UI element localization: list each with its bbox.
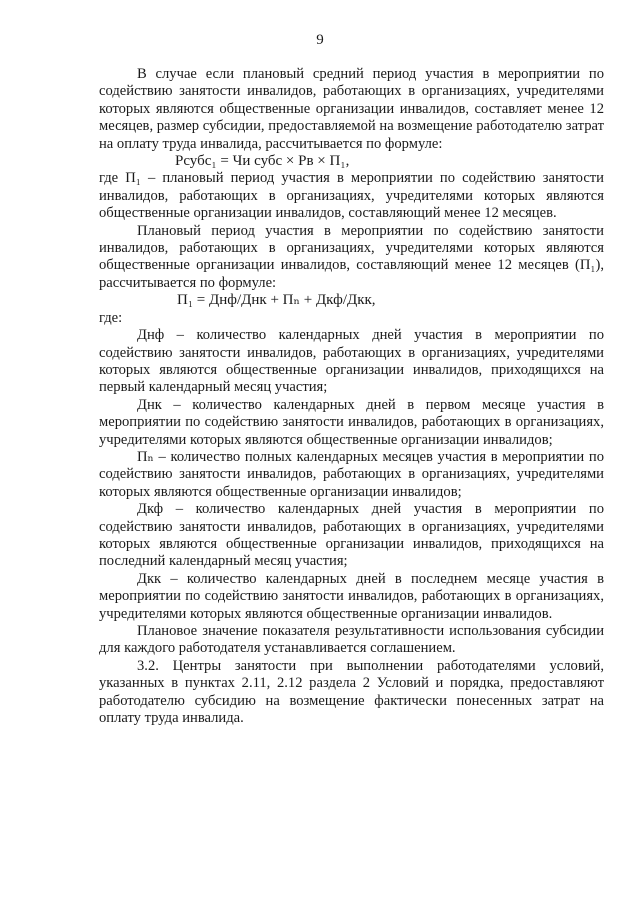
- where-label: где:: [99, 309, 123, 326]
- formula-subsidy: Рсубс₁ = Чи субс × Рв × П₁,: [175, 153, 350, 170]
- definition-dkf: Дкф – количество календарных дней участия в мероприятии по содействию занятости инвалидов, работающих в организациях, учредителями которых являются общественные организации инвалидов, приходящихся на последний календарный месяц участия;: [99, 501, 604, 570]
- definition-dnf: Днф – количество календарных дней участия в мероприятии по содействию занятости инвалидов, работающих в организациях, учредителями которых являются общественные организации инвалидов, приходящихся на первый календарный месяц участия;: [99, 327, 604, 396]
- paragraph-indicator: Плановое значение показателя результативности использования субсидии для каждого работодателя устанавливается соглашением.: [99, 623, 604, 657]
- paragraph-planned-period: Плановый период участия в мероприятии по содействию занятости инвалидов, работающих в организациях, учредителями которых являются общественные организации инвалидов, составляющий менее 12 месяцев (П₁), рассчитывается по формуле:: [99, 222, 604, 291]
- paragraph-p1-definition: где П₁ – плановый период участия в мероприятии по содействию занятости инвалидов, работающих в организациях, учредителями которых являются общественные организации инвалидов, составляющий менее 12 месяцев.: [99, 170, 604, 222]
- page-number: 9: [316, 32, 324, 48]
- definition-dkk: Дкк – количество календарных дней в последнем месяце участия в мероприятии по содействию занятости инвалидов, работающих в организациях, учредителями которых являются общественные организации инвалидов.: [99, 570, 604, 622]
- document-body: [99, 66, 604, 727]
- definition-dnk: Днк – количество календарных дней в первом месяце участия в мероприятии по содействию занятости инвалидов, работающих в организациях, учредителями которых являются общественные организации инвалидов;: [99, 396, 604, 448]
- definition-pn: Пₙ – количество полных календарных месяцев участия в мероприятии по содействию занятости инвалидов, работающих в организациях, учредителями которых являются общественные организации инвалидов;: [99, 448, 604, 500]
- paragraph-3-2: 3.2. Центры занятости при выполнении работодателями условий, указанных в пунктах 2.11, 2.12 раздела 2 Условий и порядка, предоставляют работодателю субсидию на возмещение фактически понесенных затрат на оплату труда инвалида.: [99, 657, 604, 727]
- formula-planned-period: П₁ = Днф/Днк + Пₙ + Дкф/Дкк,: [177, 292, 376, 309]
- paragraph-subsidy-condition: В случае если плановый средний период участия в мероприятии по содействию занятости инвалидов, работающих в организациях, учредителями которых являются общественные организации инвалидов, составляет менее 12 месяцев, размер субсидии, предоставляемой на возмещение работодателю затрат на оплату труда инвалида, рассчитывается по формуле:: [99, 66, 604, 152]
